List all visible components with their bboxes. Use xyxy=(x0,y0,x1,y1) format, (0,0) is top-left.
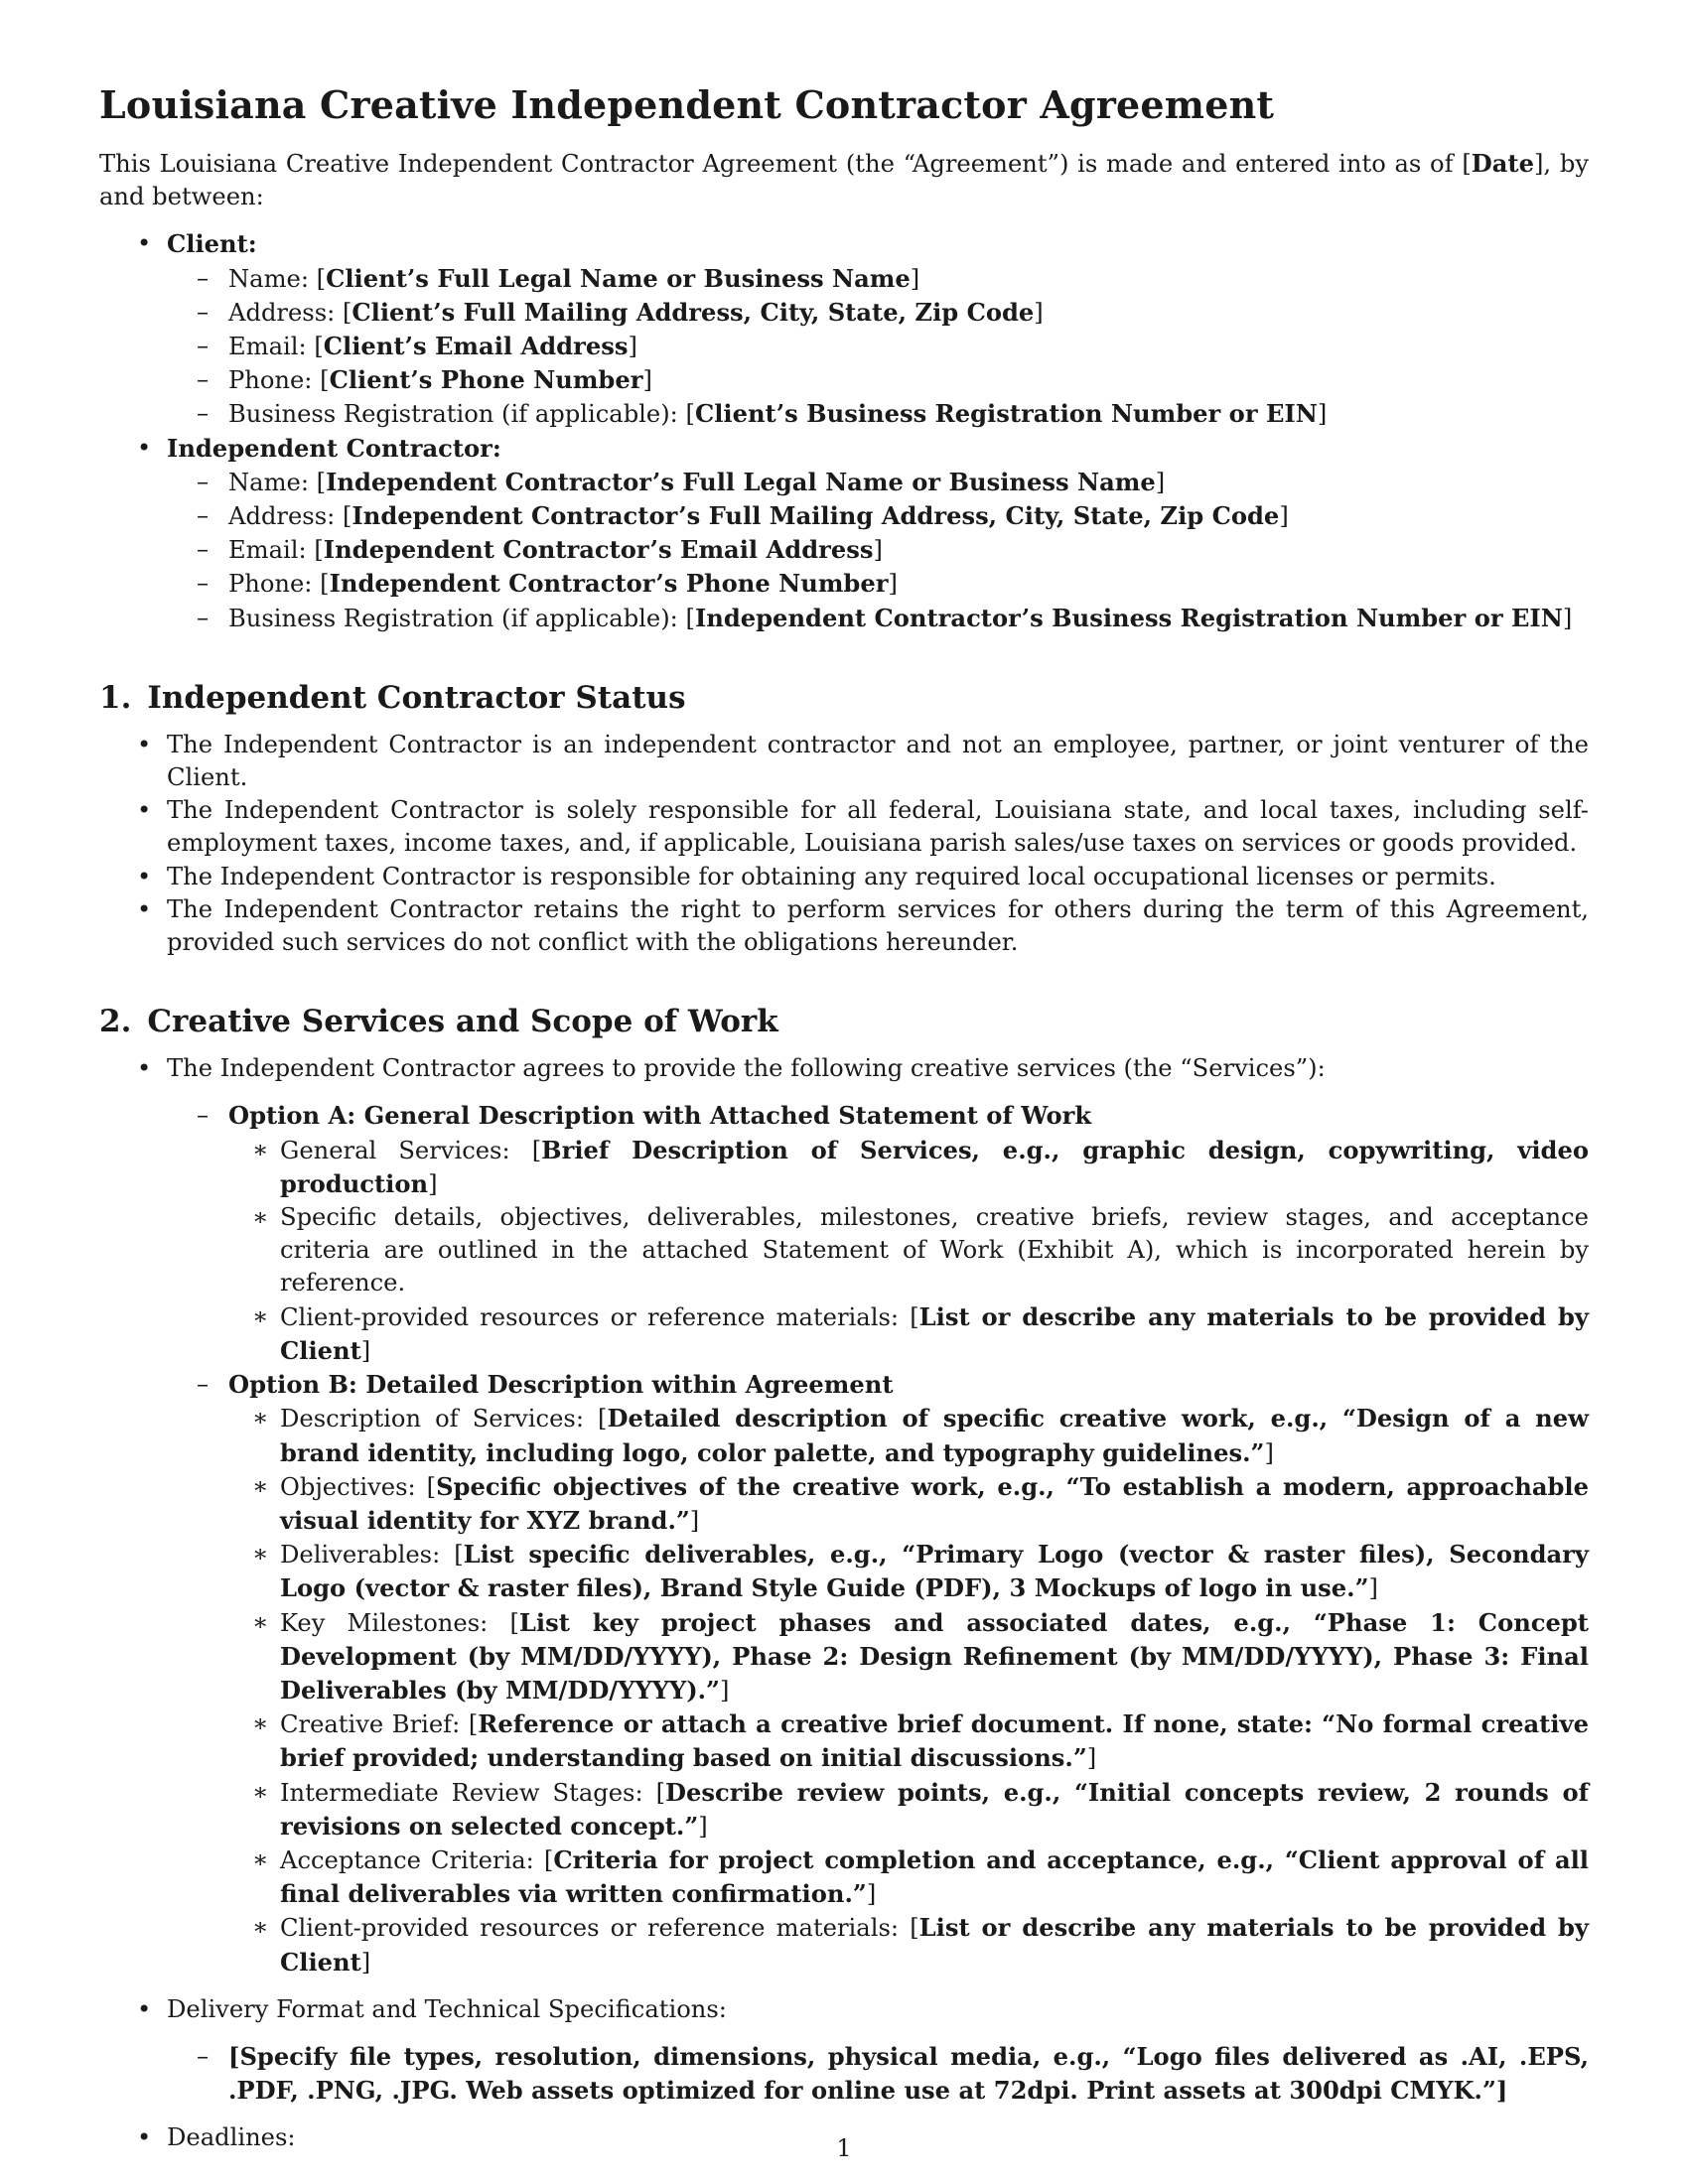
section-1-heading: 1. Independent Contractor Status xyxy=(99,679,686,716)
delivery-list xyxy=(197,2040,1589,2108)
document-page xyxy=(99,81,1589,2155)
date-placeholder: Date xyxy=(1471,149,1534,178)
option-a-item: ∗ Client-provided resources or reference materials: [List or describe any materials to be provided by Client] xyxy=(250,1300,1589,1368)
option-b-items xyxy=(250,1402,1589,1979)
section-2-list xyxy=(99,1052,1589,2154)
list-item: • The Independent Contractor retains the right to perform services for others during the term of this Agreement, provided such services do not conflict with the obligations hereunder. xyxy=(99,893,1589,959)
page-number: 1 xyxy=(836,2134,852,2162)
party-client: • Client: – Name: [Client’s Full Legal Name or Business Name] – Address: [Client’s Full Mailing Address, City, State, Zip Code] – Email: [Client’s Email Address] – Phone: [Client’s Phone Number] – Business Registration (if applicable): [Client’s Business Registration Number or EIN] xyxy=(99,227,1589,431)
option-b-item: ∗ Acceptance Criteria: [Criteria for project completion and acceptance, e.g., “Client approval of all final deliverables via written confirmation.”] xyxy=(250,1843,1589,1911)
list-item: • The Independent Contractor is solely responsible for all federal, Louisiana state, and local taxes, including self-employment taxes, income taxes, and, if applicable, Louisiana parish sales/use taxes on services or goods provided. xyxy=(99,794,1589,860)
client-field: – Email: [Client’s Email Address] xyxy=(197,330,1589,363)
option-b-item: ∗ Objectives: [Specific objectives of the creative work, e.g., “To establish a modern, approachable visual identity for XYZ brand.”] xyxy=(250,1470,1589,1538)
section-1-list xyxy=(99,729,1589,959)
section-2-heading: 2. Creative Services and Scope of Work xyxy=(99,1004,778,1040)
contractor-fields xyxy=(197,466,1589,635)
delivery-spec: – [Specify file types, resolution, dimensions, physical media, e.g., “Logo files delivered as .AI, .EPS, .PDF, .PNG, .JPG. Web assets optimized for online use at 72dpi. Print assets at 300dpi CMYK.”] xyxy=(197,2040,1589,2108)
option-a-items xyxy=(250,1134,1589,1368)
contractor-field: – Email: [Independent Contractor’s Email Address] xyxy=(197,533,1589,567)
option-a: – Option A: General Description with Attached Statement of Work ∗ General Services: [Brief Description of Services, e.g., graphic design, copywriting, video production] ∗ Specific details, objectives, deliverables, milestones, creative briefs, review stages, and acceptance criteria are outlined in the attached Statement of Work (Exhibit A), which is incorporated herein by reference. ∗ Client-provided resources or reference materials: [List or describe any materials to be provided by Client] xyxy=(197,1099,1589,1368)
document-title: Louisiana Creative Independent Contractor Agreement xyxy=(99,82,1275,127)
options-list xyxy=(197,1099,1589,1979)
option-b-item: ∗ Intermediate Review Stages: [Describe review points, e.g., “Initial concepts review, 2 rounds of revisions on selected concept.”] xyxy=(250,1776,1589,1843)
contractor-field: – Address: [Independent Contractor’s Full Mailing Address, City, State, Zip Code] xyxy=(197,499,1589,533)
services-item: • The Independent Contractor agrees to provide the following creative services (the “Services”): – Option A: General Description with Attached Statement of Work ∗ General Services: [Brief Description of Services, e.g., graphic design, copywriting, video production] ∗ Specific details, objectives, deliverables, milestones, creative briefs, review stages, and acceptance criteria are outlined in the attached Statement of Work (Exhibit A), which is incorporated herein by reference. ∗ Client-provided resources or reference materials: [List or describe any materials to be provided by Client] – Option B: Detailed Description within Agreement ∗ Description of Services: [Detailed description of specific creative work, e.g., “Design of a new brand identity, including logo, color palette, and typography guidelines.”] ∗ Objectives: [Specific objectives of the creative work, e.g., “To establish a modern, approachable visual identity for XYZ brand.”] ∗ Deliverables: [List specific deliverables, e.g., “Primary Logo (vector & raster files), Secondary Logo (vector & raster files), Brand Style Guide (PDF), 3 Mockups of logo in use.”] ∗ Key Milestones: [List key project phases and associated dates, e.g., “Phase 1: Concept Development (by MM/DD/YYYY), Phase 2: Design Refinement (by MM/DD/YYYY), Phase 3: Final Deliverables (by MM/DD/YYYY).”] ∗ Creative Brief: [Reference or attach a creative brief document. If none, state: “No formal creative brief provided; understanding based on initial discussions.”] ∗ Intermediate Review Stages: [Describe review points, e.g., “Initial concepts review, 2 rounds of revisions on selected concept.”] ∗ Acceptance Criteria: [Criteria for project completion and acceptance, e.g., “Client approval of all final deliverables via written confirmation.”] ∗ Client-provided resources or reference materials: [List or describe any materials to be provided by Client] xyxy=(99,1052,1589,1979)
deadlines-item: • Deadlines: xyxy=(99,2121,1589,2154)
option-b-item: ∗ Client-provided resources or reference materials: [List or describe any materials to be provided by Client] xyxy=(250,1911,1589,1979)
client-field: – Phone: [Client’s Phone Number] xyxy=(197,363,1589,397)
client-field: – Business Registration (if applicable): [Client’s Business Registration Number or EIN] xyxy=(197,397,1589,431)
client-fields xyxy=(197,262,1589,432)
parties-list xyxy=(99,227,1589,634)
party-contractor: • Independent Contractor: – Name: [Independent Contractor’s Full Legal Name or Business Name] – Address: [Independent Contractor’s Full Mailing Address, City, State, Zip Code] – Email: [Independent Contractor’s Email Address] – Phone: [Independent Contractor’s Phone Number] – Business Registration (if applicable): [Independent Contractor’s Business Registration Number or EIN] xyxy=(99,432,1589,635)
option-b: – Option B: Detailed Description within Agreement ∗ Description of Services: [Detailed description of specific creative work, e.g., “Design of a new brand identity, including logo, color palette, and typography guidelines.”] ∗ Objectives: [Specific objectives of the creative work, e.g., “To establish a modern, approachable visual identity for XYZ brand.”] ∗ Deliverables: [List specific deliverables, e.g., “Primary Logo (vector & raster files), Secondary Logo (vector & raster files), Brand Style Guide (PDF), 3 Mockups of logo in use.”] ∗ Key Milestones: [List key project phases and associated dates, e.g., “Phase 1: Concept Development (by MM/DD/YYYY), Phase 2: Design Refinement (by MM/DD/YYYY), Phase 3: Final Deliverables (by MM/DD/YYYY).”] ∗ Creative Brief: [Reference or attach a creative brief document. If none, state: “No formal creative brief provided; understanding based on initial discussions.”] ∗ Intermediate Review Stages: [Describe review points, e.g., “Initial concepts review, 2 rounds of revisions on selected concept.”] ∗ Acceptance Criteria: [Criteria for project completion and acceptance, e.g., “Client approval of all final deliverables via written confirmation.”] ∗ Client-provided resources or reference materials: [List or describe any materials to be provided by Client] xyxy=(197,1368,1589,1979)
contractor-field: – Phone: [Independent Contractor’s Phone Number] xyxy=(197,567,1589,601)
option-a-item: ∗ Specific details, objectives, deliverables, milestones, creative briefs, review stages, and acceptance criteria are outlined in the attached Statement of Work (Exhibit A), which is incorporated herein by reference. xyxy=(250,1201,1589,1300)
option-a-item: ∗ General Services: [Brief Description of Services, e.g., graphic design, copywriting, video production] xyxy=(250,1134,1589,1201)
contractor-field: – Business Registration (if applicable): [Independent Contractor’s Business Registration Number or EIN] xyxy=(197,602,1589,635)
delivery-item: • Delivery Format and Technical Specifications: – [Specify file types, resolution, dimensions, physical media, e.g., “Logo files delivered as .AI, .EPS, .PDF, .PNG, .JPG. Web assets optimized for online use at 72dpi. Print assets at 300dpi CMYK.”] xyxy=(99,1993,1589,2109)
option-b-item: ∗ Description of Services: [Detailed description of specific creative work, e.g., “Design of a new brand identity, including logo, color palette, and typography guidelines.”] xyxy=(250,1402,1589,1469)
contractor-field: – Name: [Independent Contractor’s Full Legal Name or Business Name] xyxy=(197,466,1589,499)
list-item: • The Independent Contractor is responsible for obtaining any required local occupational licenses or permits. xyxy=(99,861,1589,893)
client-field: – Address: [Client’s Full Mailing Address, City, State, Zip Code] xyxy=(197,296,1589,330)
option-b-item: ∗ Key Milestones: [List key project phases and associated dates, e.g., “Phase 1: Concept Development (by MM/DD/YYYY), Phase 2: Design Refinement (by MM/DD/YYYY), Phase 3: Final Deliverables (by MM/DD/YYYY).”] xyxy=(250,1606,1589,1708)
option-b-item: ∗ Deliverables: [List specific deliverables, e.g., “Primary Logo (vector & raster files), Secondary Logo (vector & raster files), Brand Style Guide (PDF), 3 Mockups of logo in use.”] xyxy=(250,1538,1589,1605)
intro-paragraph: This Louisiana Creative Independent Contractor Agreement (the “Agreement”) is made and entered into as of [Date], by and between: xyxy=(99,149,1589,211)
client-field: – Name: [Client’s Full Legal Name or Business Name] xyxy=(197,262,1589,296)
option-b-item: ∗ Creative Brief: [Reference or attach a creative brief document. If none, state: “No formal creative brief provided; understanding based on initial discussions.”] xyxy=(250,1707,1589,1775)
list-item: • The Independent Contractor is an independent contractor and not an employee, partner, or joint venturer of the Client. xyxy=(99,729,1589,794)
